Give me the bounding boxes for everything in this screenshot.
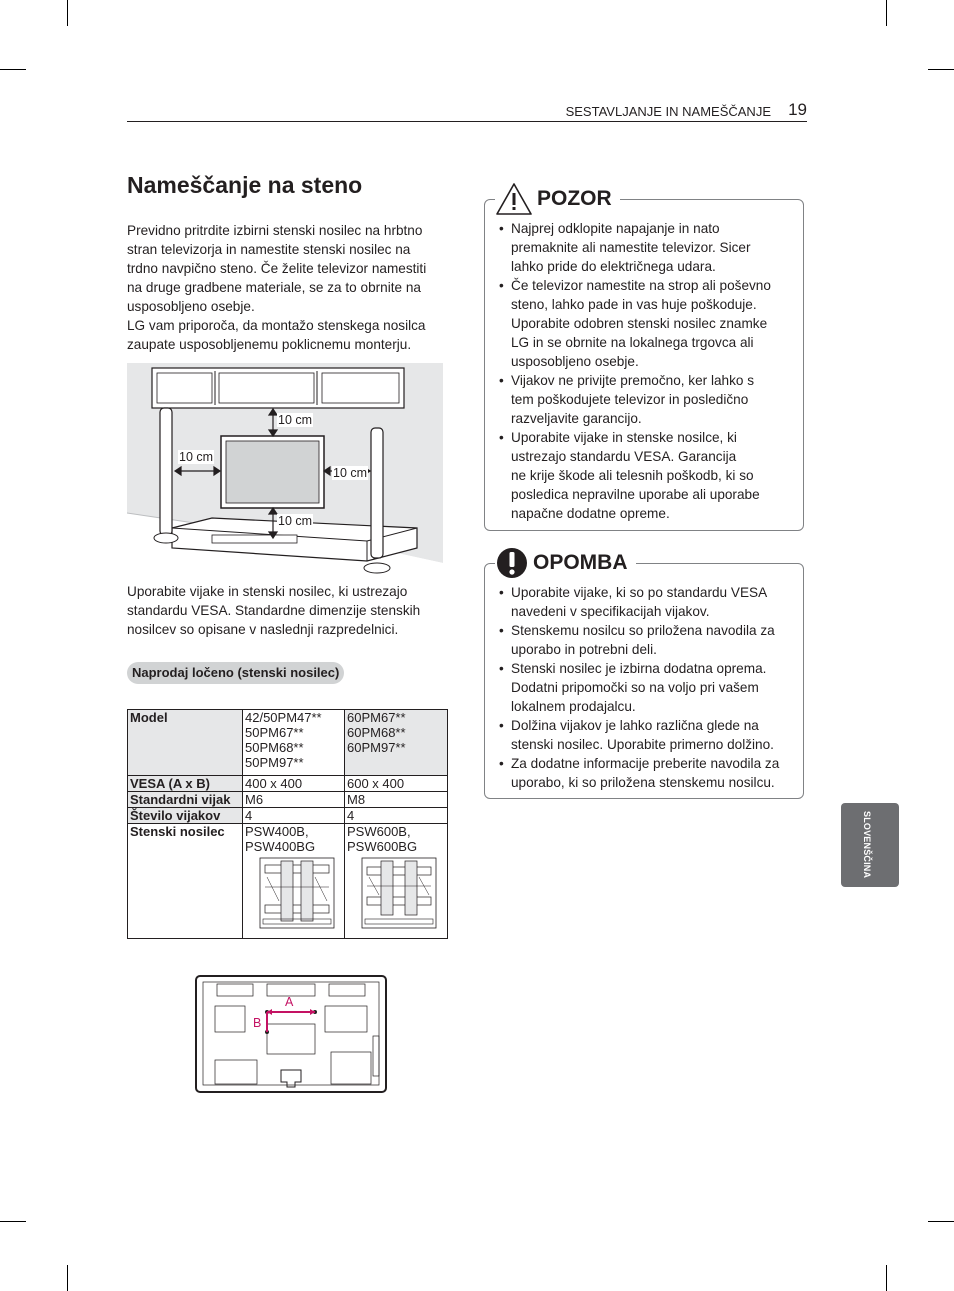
list-line: uporabo in potrebni deli. (511, 642, 657, 657)
dimension-a-label: A (285, 995, 294, 1009)
bracket-model: PSW600BG (347, 839, 418, 854)
list-line: posledica nepravilne uporabe ali uporabe (511, 487, 760, 502)
warning-triangle-icon (495, 182, 533, 216)
bracket-drawing (361, 857, 437, 929)
list-line: LG in se obrnite na lokalnega trgovca ali (511, 335, 754, 350)
exclamation-circle-icon (495, 546, 529, 580)
bracket-drawing (259, 857, 335, 929)
list-line: stenski nosilec. Uporabite primerno dolžino. (511, 737, 774, 752)
vesa-paragraph (127, 582, 452, 639)
list-line: • Za dodatne informacije preberite navodila za (511, 756, 780, 771)
crop-mark (67, 0, 68, 26)
list-item (499, 371, 793, 428)
model-number: 50PM68** (245, 740, 304, 755)
row-header: Standardni vijak (128, 792, 243, 808)
vesa-line: standardu VESA. Standardne dimenzije stenskih (127, 603, 421, 618)
intro-line: stran televizorja in namestite stenski nosilec na (127, 242, 411, 257)
model-number: 50PM67** (245, 725, 304, 740)
crop-mark (886, 0, 887, 26)
table-cell (243, 710, 345, 776)
table-cell: 4 (345, 808, 448, 824)
intro-line: LG vam priporoča, da montažo stenskega nosilca (127, 318, 426, 333)
list-line: tem poškodujete televizor in posledično (511, 392, 749, 407)
list-line: navedeni v specifikacijah vijakov. (511, 604, 710, 619)
row-header: Model (128, 710, 243, 776)
list-line: razveljavite garancijo. (511, 411, 642, 426)
crop-mark (928, 69, 954, 70)
table-row (128, 792, 448, 808)
wall-mount-illustration (127, 363, 443, 578)
intro-line: trdno navpično steno. Če želite televizor namestiti (127, 261, 427, 276)
row-header: Stenski nosilec (128, 824, 243, 939)
clearance-left-label: 10 cm (179, 450, 214, 464)
wall-mount-drawing (127, 363, 443, 578)
caution-box (484, 187, 804, 531)
bracket-model: PSW600B, (347, 824, 411, 839)
section-title: SESTAVLJANJE IN NAMEŠČANJE (565, 104, 771, 119)
language-tab-label: SLOVENŠČINA (862, 811, 872, 879)
caution-list (485, 200, 803, 531)
list-line: • Najprej odklopite napajanje in nato (511, 221, 720, 236)
list-line: ustrezajo standardu VESA. Garancija (511, 449, 737, 464)
language-tab (841, 803, 899, 887)
list-line: • Uporabite vijake, ki so po standardu VESA (511, 585, 768, 600)
sold-separately-badge: Naprodaj ločeno (stenski nosilec) (127, 662, 344, 684)
table-row (128, 824, 448, 939)
list-line: • Uporabite vijake in stenske nosilce, ki (511, 430, 737, 445)
clearance-top-label: 10 cm (278, 413, 313, 427)
list-line: • Če televizor namestite na strop ali poševno (511, 278, 771, 293)
note-box (484, 551, 804, 799)
list-item (499, 716, 793, 754)
clearance-right-label: 10 cm (333, 466, 368, 480)
note-heading (495, 546, 636, 580)
bracket-model: PSW400B, (245, 824, 309, 839)
list-line: • Vijakov ne privijte premočno, ker lahko s (511, 373, 755, 388)
caution-heading (495, 182, 620, 216)
crop-mark (0, 1221, 26, 1222)
list-line: lahko pride do električnega udara. (511, 259, 716, 274)
intro-line: na druge gradbene materiale, se za to obrnite na (127, 280, 421, 295)
list-item (499, 276, 793, 371)
model-number: 42/50PM47** (245, 710, 322, 725)
list-line: Uporabite odobren stenski nosilec znamke (511, 316, 768, 331)
table-cell: M8 (345, 792, 448, 808)
vesa-line: nosilcev so opisane v naslednji razpredelnici. (127, 622, 399, 637)
list-item (499, 219, 793, 276)
vesa-line: Uporabite vijake in stenski nosilec, ki ustrezajo (127, 584, 408, 599)
clearance-bottom-label: 10 cm (278, 514, 313, 528)
dimension-b-label: B (253, 1016, 262, 1030)
list-item (499, 428, 793, 523)
page-header (127, 102, 807, 122)
crop-mark (928, 1221, 954, 1222)
model-number: 50PM97** (245, 755, 304, 770)
intro-line: Previdno pritrdite izbirni stenski nosilec na hrbtno (127, 223, 423, 238)
list-item (499, 659, 793, 716)
caution-title: POZOR (537, 187, 612, 210)
table-row (128, 808, 448, 824)
list-line: uporabo, ki so priložena stenskemu nosilcu. (511, 775, 775, 790)
table-cell (345, 710, 448, 776)
tv-rear-vesa-illustration (195, 974, 388, 1094)
table-row (128, 710, 448, 776)
bracket-model: PSW400BG (245, 839, 316, 854)
table-cell (243, 824, 345, 939)
list-line: premaknite ali namestite televizor. Sicer (511, 240, 751, 255)
list-item (499, 583, 793, 621)
table-cell: 4 (243, 808, 345, 824)
note-list (485, 564, 803, 800)
intro-paragraph (127, 221, 452, 354)
model-number: 60PM67** (347, 710, 406, 725)
list-line: Dodatni pripomočki so na voljo pri vašem (511, 680, 759, 695)
list-line: • Stenskemu nosilcu so priložena navodila za (511, 623, 775, 638)
crop-mark (886, 1265, 887, 1291)
table-cell (345, 824, 448, 939)
row-header: Število vijakov (128, 808, 243, 824)
list-line: napačne dodatne opreme. (511, 506, 670, 521)
list-line: • Dolžina vijakov je lahko različna glede na (511, 718, 759, 733)
list-item (499, 754, 793, 792)
list-line: • Stenski nosilec je izbirna dodatna oprema. (511, 661, 767, 676)
crop-mark (67, 1265, 68, 1291)
intro-line: usposobljeno osebje. (127, 299, 255, 314)
row-header: VESA (A x B) (128, 776, 243, 792)
crop-mark (0, 69, 26, 70)
intro-line: zaupate usposobljenemu poklicnemu monterju. (127, 337, 412, 352)
table-cell: 400 x 400 (243, 776, 345, 792)
table-cell: M6 (243, 792, 345, 808)
list-line: ne krije škode ali telesnih poškodb, ki so (511, 468, 754, 483)
vesa-spec-table (127, 709, 448, 939)
list-line: usposobljeno osebje. (511, 354, 639, 369)
table-row (128, 776, 448, 792)
list-line: lokalnem prodajalcu. (511, 699, 636, 714)
model-number: 60PM97** (347, 740, 406, 755)
model-number: 60PM68** (347, 725, 406, 740)
list-item (499, 621, 793, 659)
page-title: Nameščanje na steno (127, 172, 363, 198)
note-title: OPOMBA (533, 551, 628, 574)
tv-rear-drawing (195, 974, 388, 1094)
list-line: steno, lahko pade in vas huje poškoduje. (511, 297, 757, 312)
page-number: 19 (788, 100, 807, 119)
table-cell: 600 x 400 (345, 776, 448, 792)
